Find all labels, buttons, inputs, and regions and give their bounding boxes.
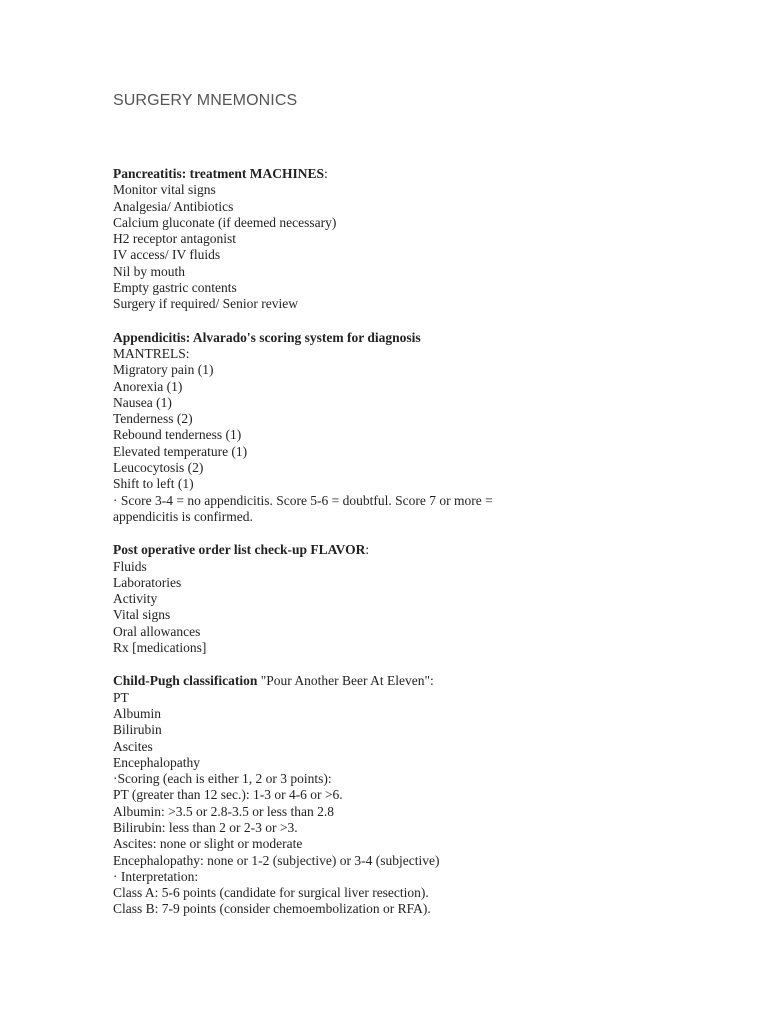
section-line: · Score 3-4 = no appendicitis. Score 5-6 = doubtful. Score 7 or more = appendicitis is confirmed. — [113, 492, 493, 524]
section-line: Empty gastric contents — [113, 280, 237, 296]
mnemonic-section — [113, 542, 553, 656]
document-title: SURGERY MNEMONICS — [113, 92, 298, 109]
section-line: Calcium gluconate (if deemed necessary) — [113, 214, 337, 230]
mnemonic-section — [113, 673, 553, 917]
section-line: Elevated temperature (1) — [113, 443, 248, 459]
mnemonic-section — [113, 166, 553, 313]
section-line: Oral allowances — [113, 623, 201, 639]
section-line: Albumin — [113, 705, 162, 721]
section-line: H2 receptor antagonist — [113, 231, 236, 247]
section-line: ·Scoring (each is either 1, 2 or 3 points): — [113, 771, 332, 787]
section-line: Shift to left (1) — [113, 476, 194, 492]
section-line: Nil by mouth — [113, 263, 186, 279]
section-line: Encephalopathy: none or 1-2 (subjective) or 3-4 (subjective) — [113, 852, 440, 868]
section-line: Ascites: none or slight or moderate — [113, 836, 303, 852]
section-line: Albumin: >3.5 or 2.8-3.5 or less than 2.8 — [113, 803, 334, 819]
section-line: PT — [113, 689, 129, 705]
section-line: Monitor vital signs — [113, 182, 216, 198]
section-heading-text: Child-Pugh classification — [113, 673, 258, 689]
section-line: Surgery if required/ Senior review — [113, 296, 298, 312]
section-line: · Interpretation: — [113, 868, 199, 884]
document-body — [113, 166, 553, 935]
section-heading-text: Appendicitis: Alvarado's scoring system for diagnosis — [113, 329, 421, 345]
section-heading-text: Pancreatitis: treatment MACHINES — [113, 166, 324, 181]
section-line: MANTRELS: — [113, 345, 190, 361]
section-heading — [113, 542, 553, 558]
section-line: Nausea (1) — [113, 394, 172, 410]
section-heading — [113, 673, 553, 689]
section-heading-suffix: : — [323, 166, 328, 181]
section-line: Analgesia/ Antibiotics — [113, 198, 234, 214]
section-line: Class B: 7-9 points (consider chemoembolization or RFA). — [113, 901, 431, 917]
section-line: Fluids — [113, 558, 147, 574]
mnemonic-section — [113, 330, 553, 526]
section-line: Ascites — [113, 738, 153, 754]
section-line: Tenderness (2) — [113, 411, 193, 427]
section-heading-suffix: : — [365, 542, 370, 558]
section-line: Laboratories — [113, 574, 182, 590]
section-line: IV access/ IV fluids — [113, 247, 221, 263]
section-line: Rx [medications] — [113, 640, 207, 656]
section-line: Rebound tenderness (1) — [113, 427, 242, 443]
section-line: Anorexia (1) — [113, 378, 183, 394]
section-line: PT (greater than 12 sec.): 1-3 or 4-6 or >6. — [113, 787, 343, 803]
section-line: Vital signs — [113, 607, 171, 623]
section-heading-text: Post operative order list check-up FLAVOR — [113, 542, 366, 558]
section-line: Leucocytosis (2) — [113, 460, 204, 476]
section-line: Migratory pain (1) — [113, 362, 214, 378]
section-line: Bilirubin: less than 2 or 2-3 or >3. — [113, 819, 298, 835]
section-line: Class A: 5-6 points (candidate for surgical liver resection). — [113, 885, 429, 901]
section-line: Activity — [113, 591, 158, 607]
section-line: Bilirubin — [113, 722, 162, 738]
section-heading — [113, 166, 553, 182]
section-heading — [113, 330, 553, 346]
section-line: Encephalopathy — [113, 754, 200, 770]
section-heading-suffix: "Pour Another Beer At Eleven": — [257, 673, 434, 689]
